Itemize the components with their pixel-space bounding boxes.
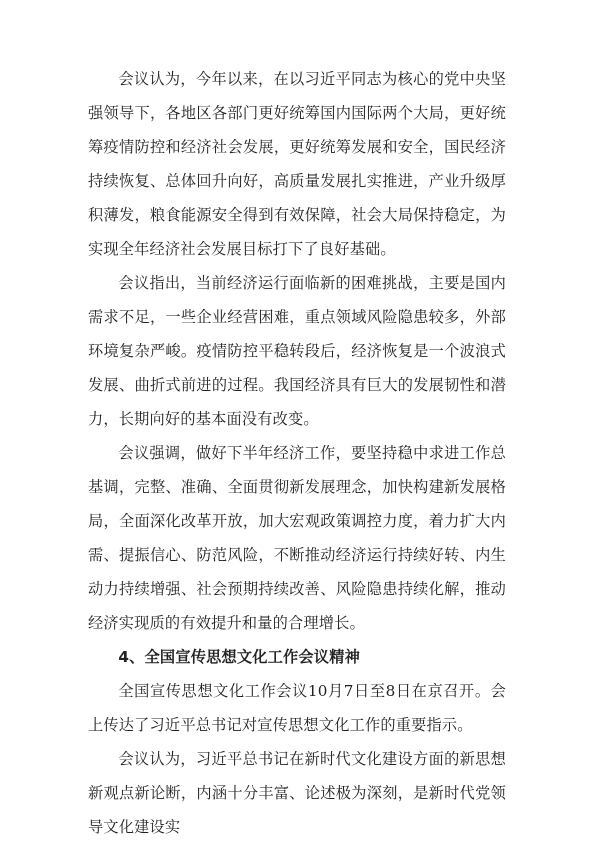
paragraph-meeting-points: 会议指出，当前经济运行面临新的困难挑战，主要是国内需求不足，一些企业经营困难，重点领域风险隐患较多，外部环境复杂严峻。疫情防控平稳转段后，经济恢复是一个波浪式发展、曲折式前进的过程。我国经济具有巨大的发展韧性和潜力，长期向好的基本面没有改变。 [88,274,506,428]
paragraph-conference-intro: 全国宣传思想文化工作会议10月7日至8日在京召开。会上传达了习近平总书记对宣传思想文化工作的重要指示。 [88,682,506,734]
paragraph-meeting-emphasis: 会议强调，做好下半年经济工作，要坚持稳中求进工作总基调，完整、准确、全面贯彻新发展理念，加快构建新发展格局，全面深化改革开放，加大宏观政策调控力度，着力扩大内需、提振信心、防范风险，不断推动经济运行持续好转、内生动力持续增强、社会预期持续改善、风险隐患持续化解，推动经济实现质的有效提升和量的合理增长。 [88,444,506,632]
document-body [88,62,506,844]
section-heading: 4、全国宣传思想文化工作会议精神 [118,648,360,666]
paragraph-conference-view: 会议认为，习近平总书记在新时代文化建设方面的新思想新观点新论断，内涵十分丰富、论述极为深刻，是新时代党领导文化建设实 [88,750,506,836]
paragraph-meeting-view: 会议认为，今年以来，在以习近平同志为核心的党中央坚强领导下，各地区各部门更好统筹国内国际两个大局，更好统筹疫情防控和经济社会发展，更好统筹发展和安全，国民经济持续恢复、总体回升向好，高质量发展扎实推进，产业升级厚积薄发，粮食能源安全得到有效保障，社会大局保持稳定，为实现全年经济社会发展目标打下了良好基础。 [88,70,506,258]
